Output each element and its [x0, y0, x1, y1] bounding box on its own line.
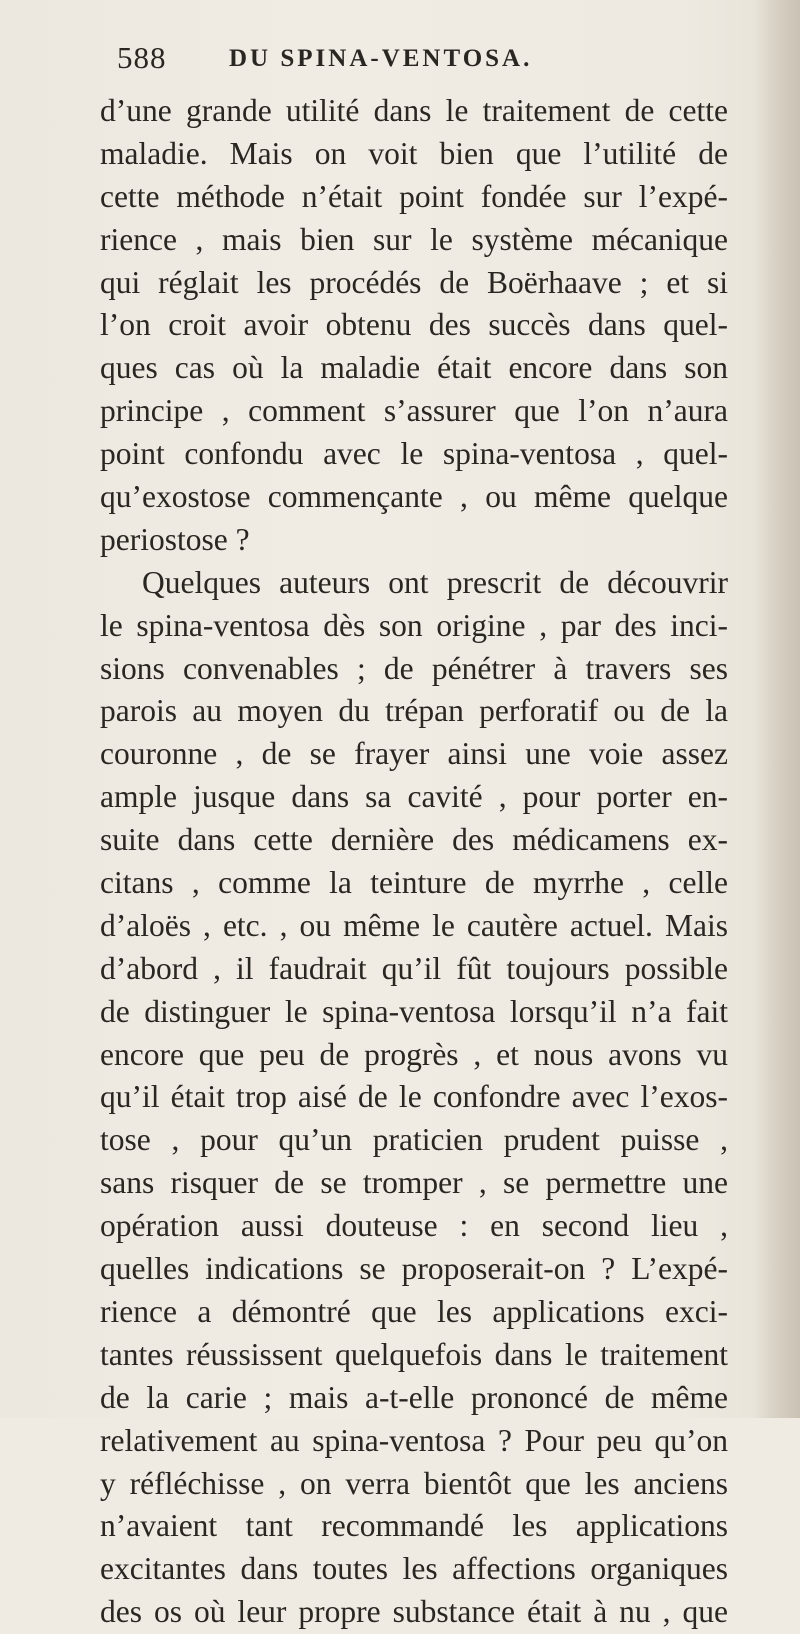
- text-line: ques cas où la maladie était encore dans son: [100, 350, 728, 386]
- text-line: tose , pour qu’un praticien prudent puisse ,: [100, 1122, 728, 1158]
- text-line: opération aussi douteuse : en second lieu ,: [100, 1208, 728, 1244]
- text-line: des os où leur propre substance était à nu , que: [100, 1594, 728, 1630]
- page-number: 588: [117, 40, 167, 75]
- body-text: [100, 90, 728, 1634]
- text-line: d’une grande utilité dans le traitement de cette: [100, 93, 728, 128]
- text-line: sions convenables ; de pénétrer à travers ses: [100, 650, 728, 686]
- text-line: de distinguer le spina-ventosa lorsqu’il n’a fait: [100, 993, 728, 1029]
- page-header: [117, 40, 677, 84]
- running-title: DU SPINA-VENTOSA.: [229, 45, 533, 72]
- text-line: encore que peu de progrès , et nous avons vu: [100, 1036, 728, 1072]
- text-line: qu’exostose commençante , ou même quelque: [100, 479, 728, 515]
- text-line: relativement au spina-ventosa ? Pour peu qu’on: [100, 1422, 728, 1458]
- text-line: qu’il était trop aisé de le confondre avec l’exos-: [100, 1079, 728, 1115]
- text-line: citans , comme la teinture de myrrhe , celle: [100, 865, 728, 901]
- page-edge: [754, 0, 800, 1418]
- text-line: suite dans cette dernière des médicamens ex-: [100, 822, 728, 858]
- text-line: couronne , de se frayer ainsi une voie assez: [100, 736, 728, 772]
- text-line: rience , mais bien sur le système mécanique: [100, 221, 728, 257]
- text-line: tantes réussissent quelquefois dans le traitement: [100, 1336, 728, 1372]
- paragraph-start-line: Quelques auteurs ont prescrit de découvrir: [142, 564, 728, 600]
- text-line: d’abord , il faudrait qu’il fût toujours possible: [100, 950, 728, 986]
- text-line: d’aloës , etc. , ou même le cautère actuel. Mais: [100, 907, 728, 943]
- text-line: qui réglait les procédés de Boërhaave ; et si: [100, 264, 728, 300]
- text-line: l’on croit avoir obtenu des succès dans quel-: [100, 307, 728, 343]
- text-line: de la carie ; mais a-t-elle prononcé de même: [100, 1379, 728, 1415]
- text-line: quelles indications se proposerait-on ? L’expé-: [100, 1251, 728, 1287]
- text-line: sans risquer de se tromper , se permettre une: [100, 1165, 728, 1201]
- text-line: periostose ?: [100, 521, 250, 557]
- text-line: parois au moyen du trépan perforatif ou de la: [100, 693, 728, 729]
- text-line: cette méthode n’était point fondée sur l’expé-: [100, 178, 728, 214]
- text-line: n’avaient tant recommandé les applications: [100, 1508, 728, 1544]
- text-line: principe , comment s’assurer que l’on n’aura: [100, 393, 728, 429]
- text-line: ample jusque dans sa cavité , pour porter en-: [100, 779, 728, 815]
- text-line: excitantes dans toutes les affections organiques: [100, 1551, 728, 1587]
- text-line: y réfléchisse , on verra bientôt que les anciens: [100, 1465, 728, 1501]
- text-line: rience a démontré que les applications exci-: [100, 1293, 728, 1329]
- text-line: le spina-ventosa dès son origine , par des inci-: [100, 607, 728, 643]
- text-line: maladie. Mais on voit bien que l’utilité de: [100, 135, 728, 171]
- text-line: point confondu avec le spina-ventosa , quel-: [100, 436, 728, 472]
